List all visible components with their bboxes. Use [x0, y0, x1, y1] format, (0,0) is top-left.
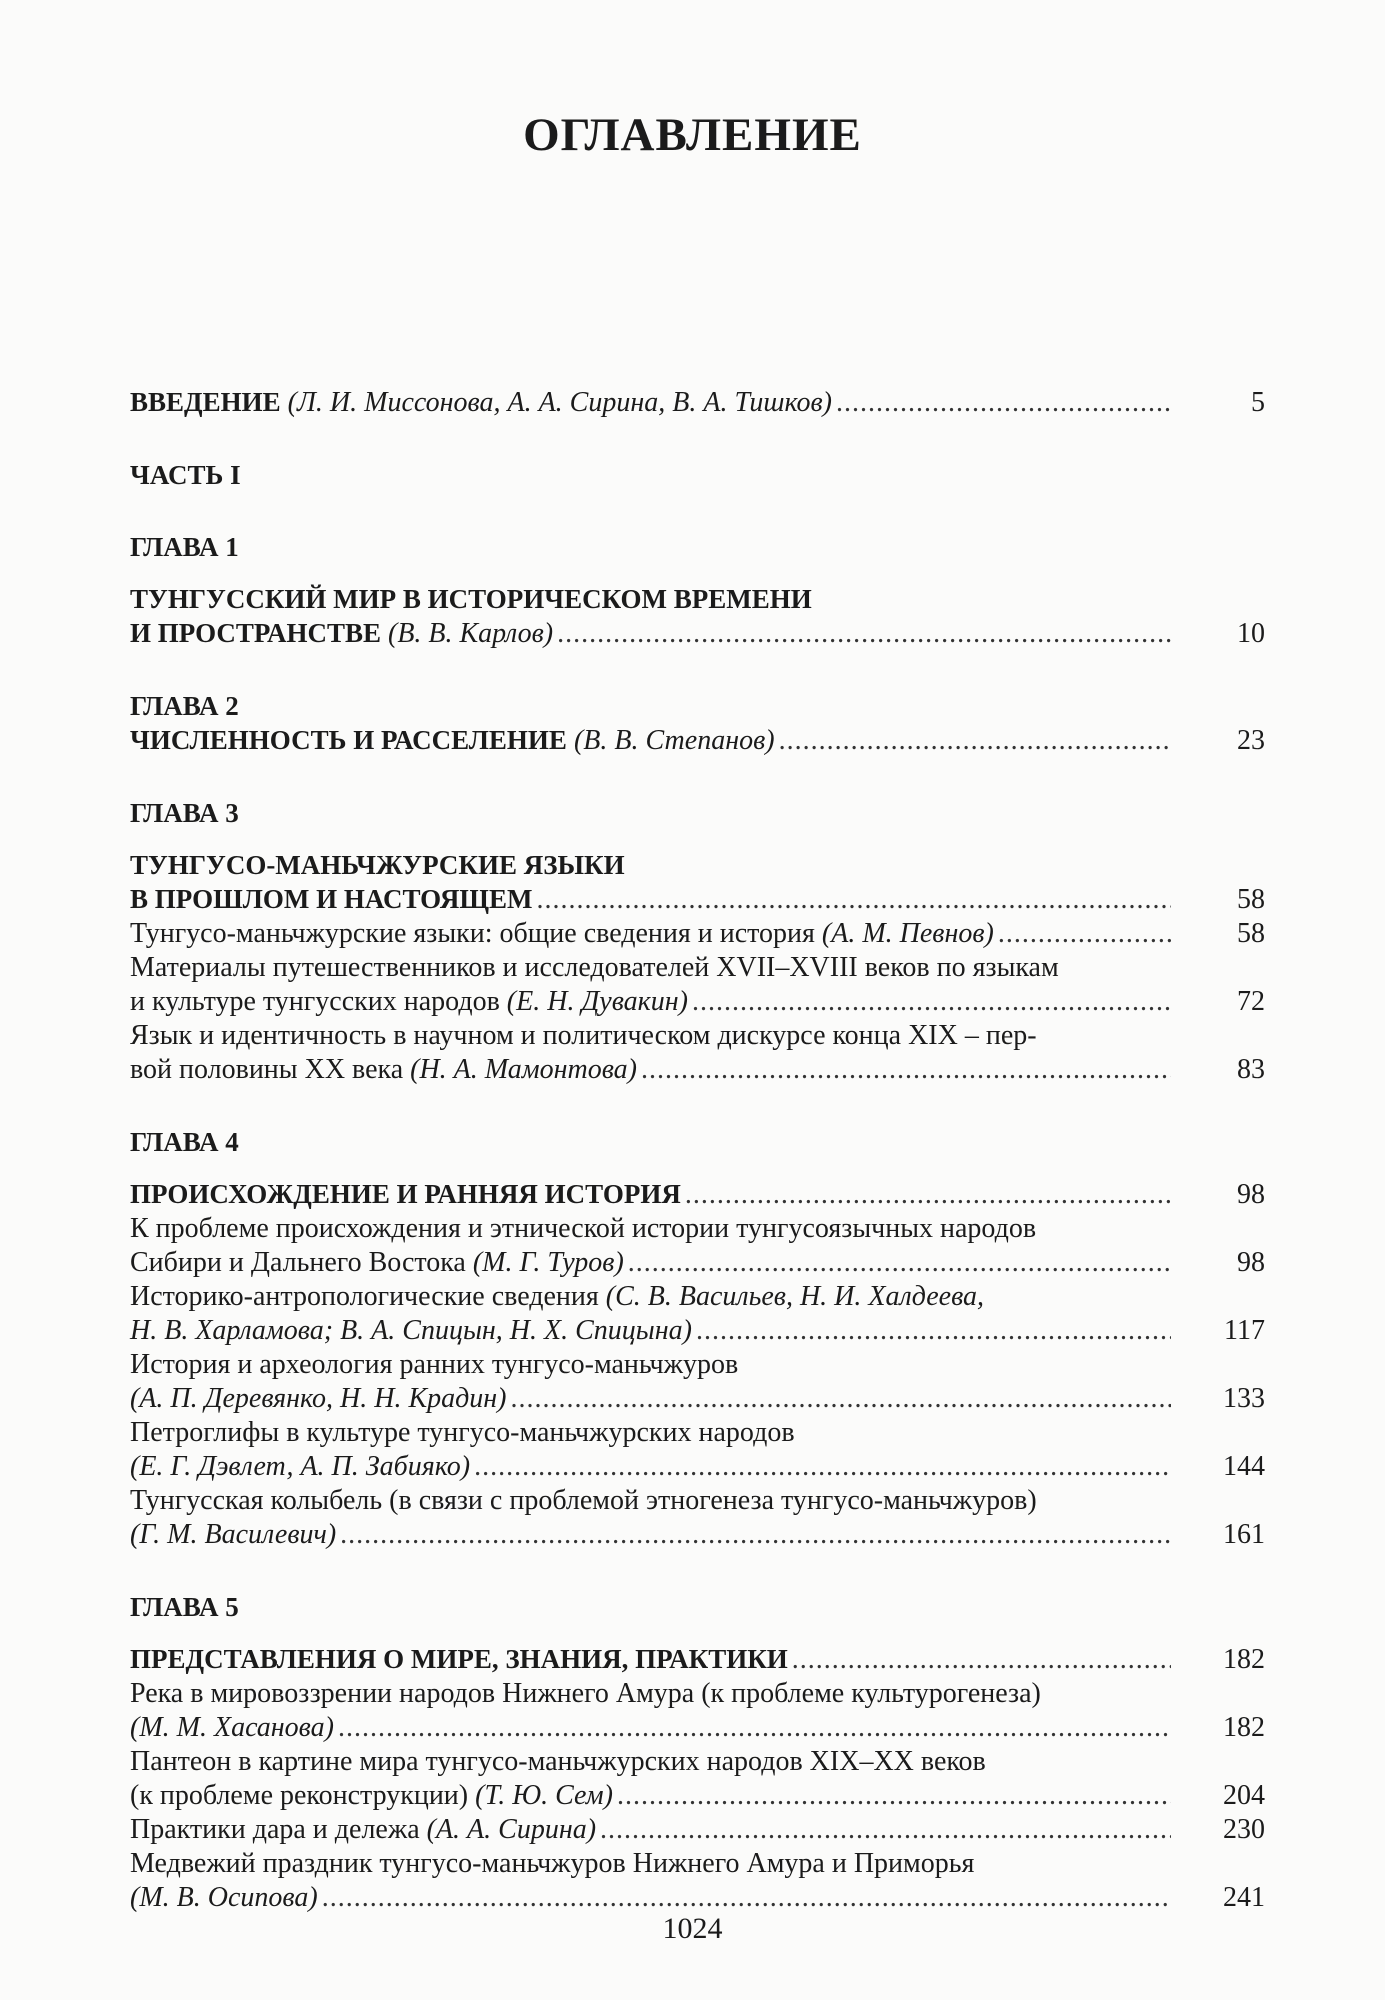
chapter-label: ГЛАВА 5 — [130, 1592, 239, 1622]
section-authors: (А. М. Певнов) — [821, 918, 994, 949]
section-title: Медвежий праздник тунгусо-маньчжуров Нижнего Амура и Приморья — [130, 1848, 975, 1879]
leader-dots — [685, 1178, 1171, 1212]
chapter-label: ГЛАВА 3 — [130, 798, 239, 828]
leader-dots — [340, 1518, 1171, 1552]
section-authors: Н. В. Харламова; В. А. Спицын, Н. Х. Спицына) — [130, 1315, 692, 1346]
toc-entry-ch3-s3[interactable] — [130, 1053, 1265, 1087]
section-title: Тунгусо-маньчжурские языки: общие сведения и история — [130, 918, 822, 949]
leader-dots — [600, 1813, 1171, 1847]
toc-entry-ch3-s1[interactable] — [130, 917, 1265, 951]
chapter-title: В ПРОШЛОМ И НАСТОЯЩЕМ — [130, 884, 533, 914]
section-title: Язык и идентичность в научном и политическом дискурсе конца XIX – пер- — [130, 1020, 1037, 1051]
folio-page-number: 1024 — [662, 1912, 723, 1945]
chapter-authors: (В. В. Степанов) — [573, 725, 775, 756]
section-title: Пантеон в картине мира тунгусо-маньчжурских народов XIX–XX веков — [130, 1746, 986, 1777]
part-heading: ЧАСТЬ I — [130, 460, 241, 490]
section-authors: (М. Г. Туров) — [472, 1247, 624, 1278]
chapter-title: ПРЕДСТАВЛЕНИЯ О МИРЕ, ЗНАНИЯ, ПРАКТИКИ — [130, 1644, 788, 1674]
table-of-contents — [130, 385, 1265, 1915]
toc-entry-ch5-s3[interactable] — [130, 1813, 1265, 1847]
toc-entry-ch5[interactable] — [130, 1642, 1265, 1677]
toc-entry-ch4-s4[interactable] — [130, 1450, 1265, 1484]
page-number: 83 — [1237, 1054, 1265, 1085]
page-number: 241 — [1223, 1882, 1265, 1913]
page-number: 98 — [1237, 1247, 1265, 1278]
intro-authors: (Л. И. Миссонова, А. А. Сирина, В. А. Тишков) — [287, 387, 832, 418]
page-number: 98 — [1237, 1179, 1265, 1210]
section-authors: (Е. Н. Дувакин) — [506, 986, 688, 1017]
leader-dots — [322, 1881, 1171, 1915]
leader-dots — [779, 724, 1171, 758]
chapter-title: И ПРОСТРАНСТВЕ — [130, 618, 381, 648]
leader-dots — [536, 883, 1171, 917]
toc-entry-ch4[interactable] — [130, 1177, 1265, 1212]
page-number: 58 — [1237, 918, 1265, 949]
toc-entry-ch3[interactable] — [130, 882, 1265, 917]
section-title: Историко-антропологические сведения — [130, 1281, 606, 1312]
toc-entry-ch5-s4[interactable] — [130, 1881, 1265, 1915]
leader-dots — [617, 1779, 1171, 1813]
leader-dots — [628, 1246, 1171, 1280]
toc-entry-ch4-s1[interactable] — [130, 1246, 1265, 1280]
section-title: и культуре тунгусских народов — [130, 986, 507, 1017]
leader-dots — [641, 1053, 1171, 1087]
section-title: Сибири и Дальнего Востока — [130, 1247, 473, 1278]
section-authors: (А. А. Сирина) — [426, 1814, 597, 1845]
page-number: 58 — [1237, 884, 1265, 915]
toc-entry-ch4-s2[interactable] — [130, 1314, 1265, 1348]
section-authors: (А. П. Деревянко, Н. Н. Крадин) — [130, 1383, 507, 1414]
chapter-title: ТУНГУСО-МАНЬЧЖУРСКИЕ ЯЗЫКИ — [130, 850, 625, 880]
leader-dots — [692, 985, 1171, 1019]
section-authors: (М. М. Хасанова) — [130, 1712, 334, 1743]
page-number: 133 — [1223, 1383, 1265, 1414]
leader-dots — [836, 386, 1171, 420]
leader-dots — [474, 1450, 1171, 1484]
page-number: 230 — [1223, 1814, 1265, 1845]
chapter-title: ПРОИСХОЖДЕНИЕ И РАННЯЯ ИСТОРИЯ — [130, 1179, 681, 1209]
section-title-line — [130, 1280, 1265, 1314]
section-title: Материалы путешественников и исследователей XVII–XVIII веков по языкам — [130, 952, 1059, 983]
chapter-label: ГЛАВА 4 — [130, 1127, 239, 1157]
leader-dots — [338, 1711, 1171, 1745]
page-number: 144 — [1223, 1451, 1265, 1482]
chapter-label: ГЛАВА 2 — [130, 691, 239, 721]
section-authors: (Е. Г. Дэвлет, А. П. Забияко) — [130, 1451, 471, 1482]
intro-label: ВВЕДЕНИЕ — [130, 387, 281, 417]
section-authors: (Н. А. Мамонтова) — [410, 1054, 637, 1085]
page-number: 10 — [1237, 618, 1265, 649]
section-title: Тунгусская колыбель (в связи с проблемой этногенеза тунгусо-маньчжуров) — [130, 1485, 1037, 1516]
toc-entry-ch3-s2[interactable] — [130, 985, 1265, 1019]
page-number: 23 — [1237, 725, 1265, 756]
page-title: ОГЛАВЛЕНИЕ — [523, 109, 862, 161]
leader-dots — [510, 1382, 1171, 1416]
toc-entry-ch2[interactable] — [130, 723, 1265, 758]
chapter-title: ЧИСЛЕННОСТЬ И РАССЕЛЕНИЕ — [130, 725, 567, 755]
leader-dots — [557, 617, 1171, 651]
page-number: 117 — [1224, 1315, 1265, 1346]
page-number: 182 — [1223, 1644, 1265, 1675]
chapter-authors: (В. В. Карлов) — [388, 618, 554, 649]
page-number: 72 — [1237, 986, 1265, 1017]
section-title: История и археология ранних тунгусо-маньчжуров — [130, 1349, 739, 1380]
toc-entry-ch5-s2[interactable] — [130, 1779, 1265, 1813]
section-title: Практики дара и дележа — [130, 1814, 427, 1845]
section-authors: (Г. М. Василевич) — [130, 1519, 337, 1550]
section-title: вой половины XX века — [130, 1054, 411, 1085]
page-number: 5 — [1251, 387, 1265, 418]
section-title: Река в мировоззрении народов Нижнего Амура (к проблеме культурогенеза) — [130, 1678, 1041, 1709]
toc-entry-ch4-s5[interactable] — [130, 1518, 1265, 1552]
toc-entry-ch5-s1[interactable] — [130, 1711, 1265, 1745]
section-authors: (М. В. Осипова) — [130, 1882, 318, 1913]
section-title: (к проблеме реконструкции) — [130, 1780, 476, 1811]
leader-dots — [696, 1314, 1171, 1348]
leader-dots — [998, 917, 1171, 951]
section-authors: (С. В. Васильев, Н. И. Халдеева, — [605, 1281, 985, 1312]
leader-dots — [792, 1643, 1171, 1677]
section-title: К проблеме происхождения и этнической истории тунгусоязычных народов — [130, 1213, 1037, 1244]
page-number: 161 — [1223, 1519, 1265, 1550]
page-number: 204 — [1223, 1780, 1265, 1811]
section-title: Петроглифы в культуре тунгусо-маньчжурских народов — [130, 1417, 795, 1448]
toc-entry-ch1[interactable] — [130, 616, 1265, 651]
toc-entry-ch4-s3[interactable] — [130, 1382, 1265, 1416]
toc-entry-intro[interactable] — [130, 385, 1265, 420]
chapter-title: ТУНГУССКИЙ МИР В ИСТОРИЧЕСКОМ ВРЕМЕНИ — [130, 584, 812, 614]
chapter-label: ГЛАВА 1 — [130, 532, 239, 562]
section-authors: (Т. Ю. Сем) — [475, 1780, 613, 1811]
page-number: 182 — [1223, 1712, 1265, 1743]
